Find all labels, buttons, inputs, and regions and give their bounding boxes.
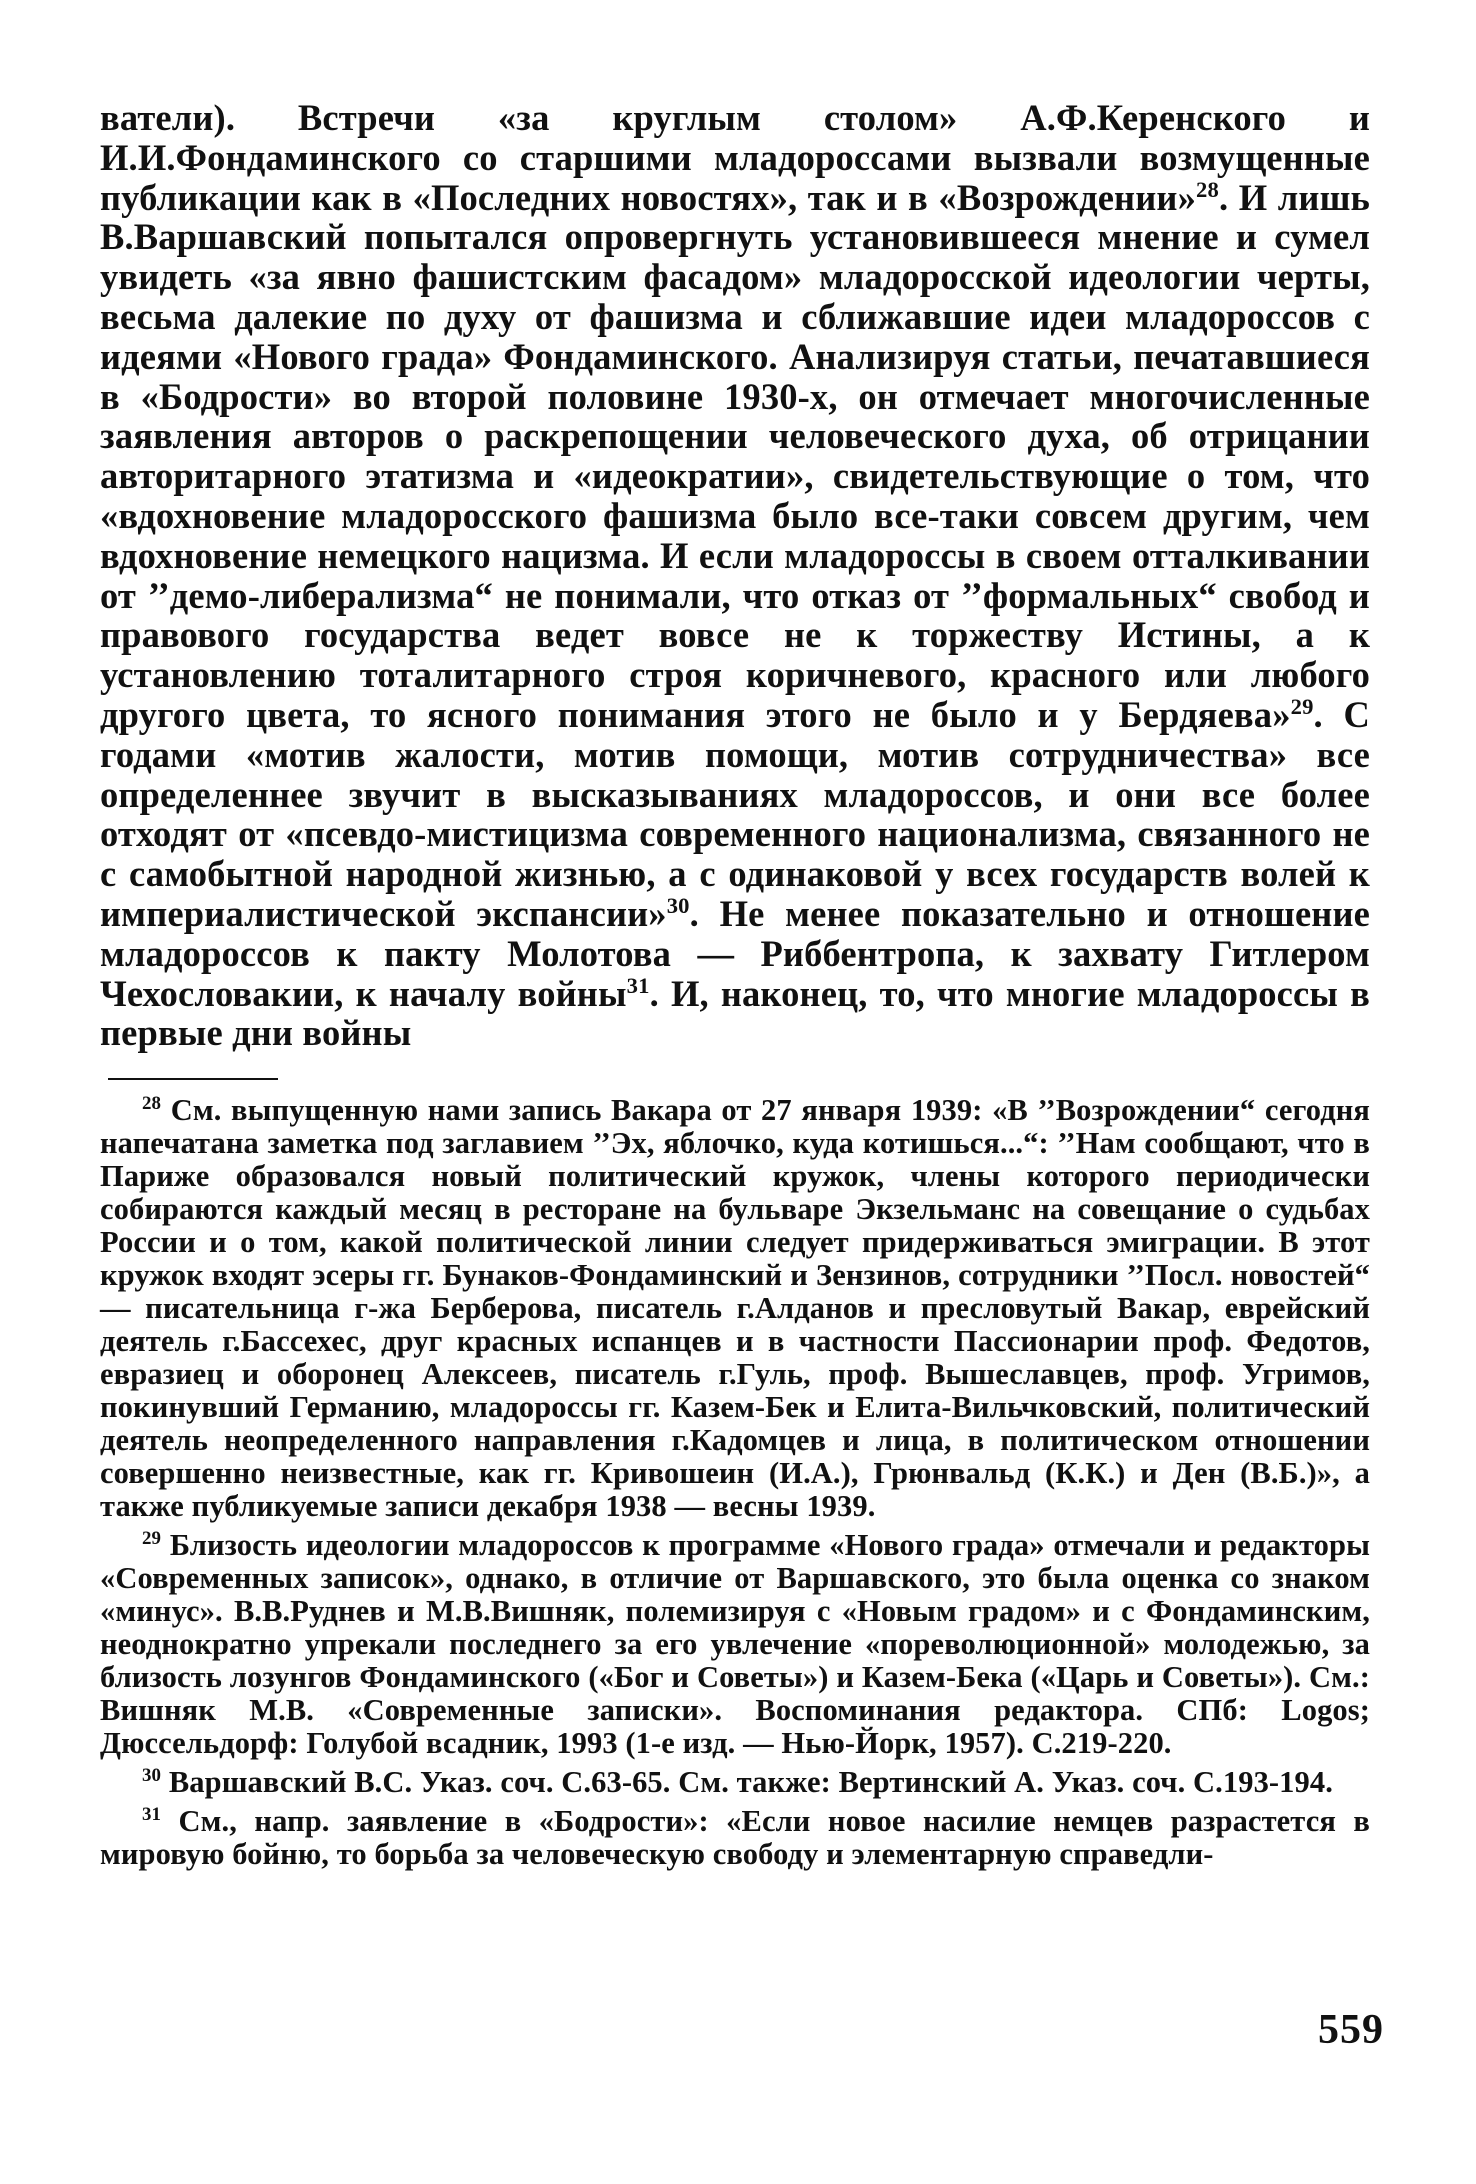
footnote-number: 31 [142,1803,162,1825]
footnote-30 [100,1766,1370,1799]
main-text-segment: . И, наконец, то, что многие младороссы в первые дни войны [100,972,1370,1054]
main-text-segment: . Не менее показательно и отношение младороссов к пакту Молотова — Риббентропа, к захвату Гитлером Чехословакии, к началу войны [100,892,1371,1014]
footnote-number: 30 [142,1764,162,1786]
page-content [100,98,1370,1877]
footnote-number: 29 [142,1527,162,1549]
page-number: 559 [1318,2007,1384,2053]
footnote-text: Близость идеологии младороссов к программе «Нового града» отмечали и редакторы «Современных записок», однако, в отличие от Варшавского, это была оценка со знаком «минус». В.В.Руднев и М.В.Вишняк, полемизируя с «Новым градом» и с Фондаминским, неоднократно упрекали последнего за его увлечение «пореволюционной» молодежью, за близость лозунгов Фондаминского («Бог и Советы») и Казем-Бека («Царь и Советы»). См.: Вишняк М.В. «Современные записки». Воспоминания редактора. СПб: Logos; Дюссельдорф: Голубой всадник, 1993 (1-е изд. — Нью-Йорк, 1957). С.219-220. [100,1528,1370,1761]
footnote-reference-31: 31 [626,972,650,998]
footnote-28 [100,1094,1370,1523]
footnote-31 [100,1805,1370,1871]
footnote-reference-29: 29 [1290,693,1314,719]
footnote-reference-28: 28 [1196,176,1219,202]
footnote-text: См. выпущенную нами запись Вакара от 27 января 1939: «В ’’Возрождении“ сегодня напечатана заметка под заглавием ’’Эх, яблочко, куда котишься...“: ’’Нам сообщают, что в Париже образовался новый политический кружок, члены которого периодически собираются каждый месяц в ресторане на бульваре Экзельманс на совещание о судьбах России и о том, какой политической линии следует придерживаться эмиграции. В этот кружок входят эсеры гг. Бунаков-Фондаминский и Зензинов, сотрудники ’’Посл. новостей“ — писательница г-жа Берберова, писатель г.Алданов и пресловутый Вакар, еврейский деятель г.Бассехес, друг красных испанцев и в частности Пассионарии проф. Федотов, евразиец и оборонец Алексеев, писатель г.Гуль, проф. Вышеславцев, проф. Угримов, покинувший Германию, младороссы гг. Казем-Бек и Елита-Вильчковский, политический деятель неопределенного направления г.Кадомцев и лица, в политическом отношении совершенно неизвестные, как гг. Кривошеин (И.А.), Грюнвальд (К.К.) и Ден (В.Б.)», а также публикуемые записи декабря 1938 — весны 1939. [100,1093,1370,1524]
footnotes [100,1094,1370,1871]
footnote-separator [108,1078,278,1080]
main-text-segment: . И лишь В.Варшавский попытался опровергнуть установившееся мнение и сумел увидеть «за явно фашистским фасадом» младоросской идеологии черты, весьма далекие по духу от фашизма и сближавшие идеи младороссов с идеями «Нового града» Фондаминского. Анализируя статьи, печатавшиеся в «Бодрости» во второй половине 1930-х, он отмечает многочисленные заявления авторов о раскрепощении человеческого духа, об отрицании авторитарного этатизма и «идеократии», свидетельствующие о том, что «вдохновение младоросского фашизма было все-таки совсем другим, чем вдохновение немецкого нацизма. И если младороссы в своем отталкивании от ’’демо-либерализма“ не понимали, что отказ от ’’формальных“ свобод и правового государства ведет вовсе не к торжеству Истины, а к установлению тоталитарного строя коричневого, красного или любого другого цвета, то ясного понимания этого не было и у Бердяева» [100,176,1370,735]
main-text-segment: . С годами «мотив жалости, мотив помощи, мотив сотрудничества» все определеннее звучит в высказываниях младороссов, и они все более отходят от «псевдо-мистицизма современного национализма, связанного не с самобытной народной жизнью, а с одинаковой у всех государств волей к империалистической экспансии» [100,693,1371,934]
main-text-segment: ватели). Встречи «за круглым столом» А.Ф.Керенского и И.И.Фондаминского со старшими младороссами вызвали возмущенные публикации как в «Последних новостях», так и в «Возрождении» [100,97,1370,218]
main-text [100,98,1370,1053]
main-paragraph [100,98,1370,1053]
footnote-29 [100,1529,1370,1760]
footnote-text: См., напр. заявление в «Бодрости»: «Если новое насилие немцев разрастется в мировую бойню, то борьба за человеческую свободу и элементарную справедли- [100,1804,1370,1872]
footnote-reference-30: 30 [666,892,690,918]
footnote-number: 28 [142,1092,162,1114]
footnote-text: Варшавский В.С. Указ. соч. С.63-65. См. также: Вертинский А. Указ. соч. С.193-194. [168,1765,1333,1800]
